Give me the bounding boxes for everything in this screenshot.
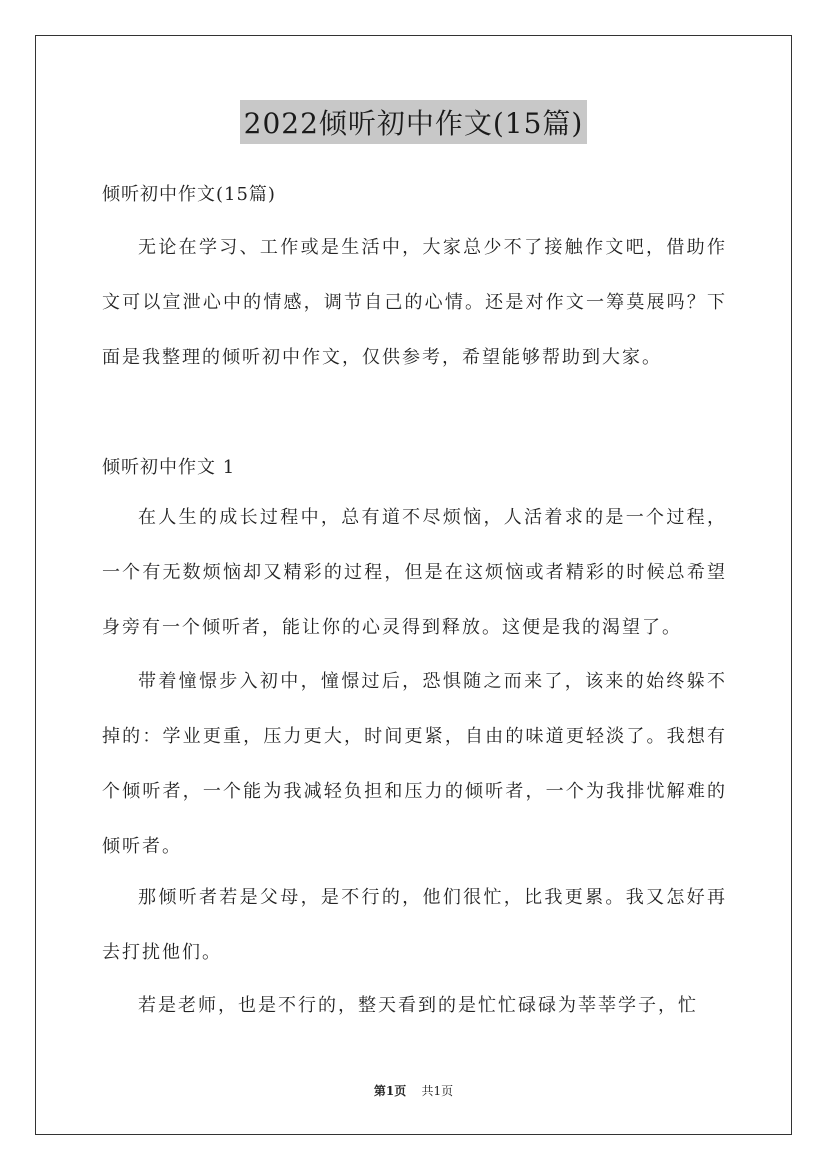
document-title (0, 100, 827, 144)
page-number: 第1页 (373, 1084, 407, 1098)
paragraph-4: 若是老师，也是不行的，整天看到的是忙忙碌碌为莘莘学子，忙 (138, 995, 698, 1016)
paragraph-2: 带着憧憬步入初中，憧憬过后，恐惧随之而来了，该来的始终躲不掉的：学业更重，压力更大，时间更紧，自由的味道更轻淡了。我想有个倾听者，一个能为我减轻负担和压力的倾听者，一个为我排忧解难的倾听者。 (102, 671, 727, 857)
page-footer (0, 1082, 827, 1099)
intro-paragraph: 无论在学习、工作或是生活中，大家总少不了接触作文吧，借助作文可以宣泄心中的情感，调节自己的心情。还是对作文一筹莫展吗？下面是我整理的倾听初中作文，仅供参考，希望能够帮助到大家。 (102, 237, 727, 368)
paragraph-3: 那倾听者若是父母，是不行的，他们很忙，比我更累。我又怎好再去打扰他们。 (102, 887, 727, 963)
section-heading: 倾听初中作文 1 (102, 457, 236, 478)
page-total: 共1页 (421, 1084, 454, 1098)
document-subtitle: 倾听初中作文(15篇) (102, 184, 276, 205)
paragraph-1: 在人生的成长过程中，总有道不尽烦恼，人活着求的是一个过程，一个有无数烦恼却又精彩的过程，但是在这烦恼或者精彩的时候总希望身旁有一个倾听者，能让你的心灵得到释放。这便是我的渴望了。 (102, 507, 727, 638)
document-title-text: 2022倾听初中作文(15篇) (240, 100, 588, 144)
